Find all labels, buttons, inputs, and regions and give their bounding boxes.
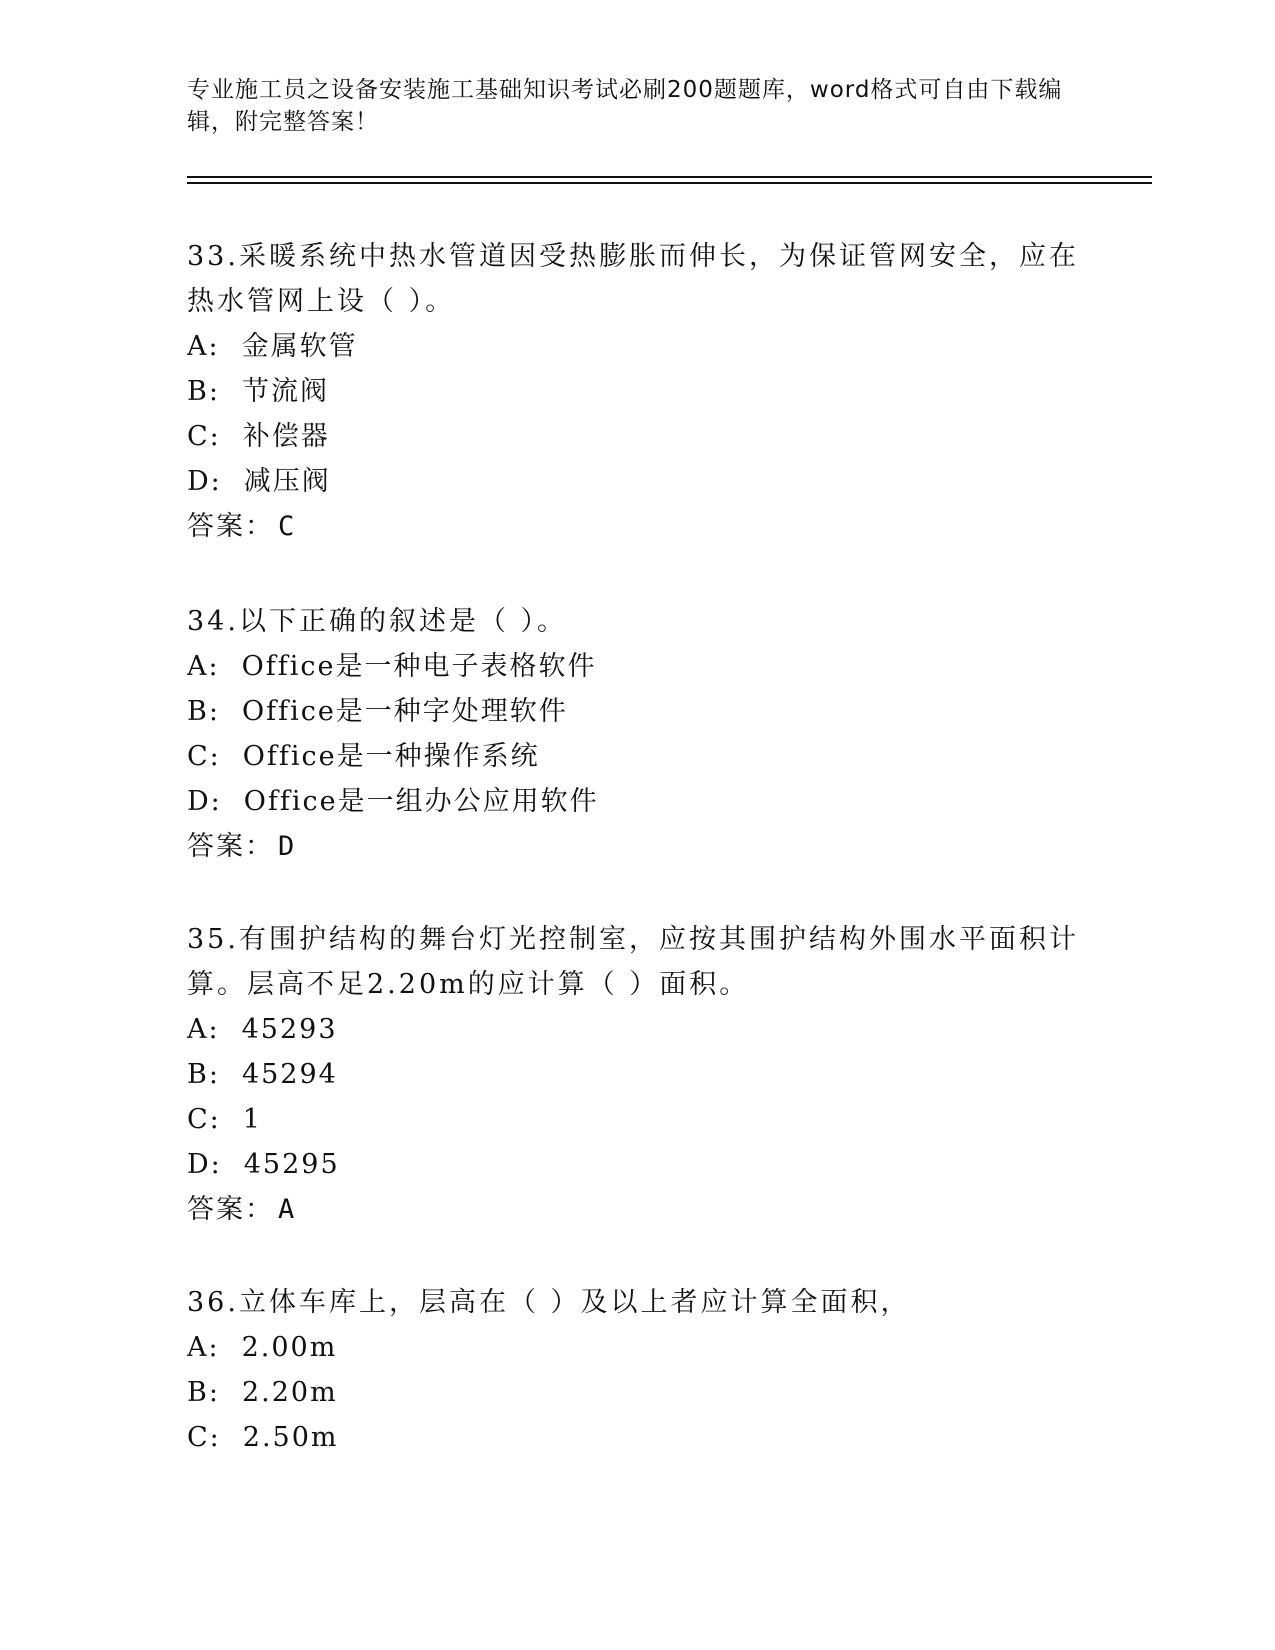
question-33 bbox=[187, 234, 1087, 549]
option-d bbox=[187, 779, 1087, 824]
option-d bbox=[187, 1142, 1087, 1187]
answer-value: A bbox=[278, 1194, 297, 1225]
option-letter: B: bbox=[187, 696, 220, 727]
option-letter: C: bbox=[187, 421, 221, 452]
option-text: 1 bbox=[242, 1104, 262, 1135]
option-c bbox=[187, 414, 1087, 459]
option-b bbox=[187, 1052, 1087, 1097]
answer-line bbox=[187, 824, 1087, 869]
option-text: 补偿器 bbox=[242, 421, 330, 452]
question-stem: 36.立体车库上，层高在（ ）及以上者应计算全面积， bbox=[187, 1287, 911, 1318]
option-letter: A: bbox=[187, 1014, 220, 1045]
option-text: 2.20m bbox=[241, 1377, 338, 1408]
option-letter: A: bbox=[187, 651, 220, 682]
option-b bbox=[187, 689, 1087, 734]
option-letter: D: bbox=[187, 1149, 222, 1180]
answer-value: D bbox=[278, 831, 297, 862]
option-letter: D: bbox=[187, 466, 222, 497]
header-divider-bottom bbox=[187, 182, 1152, 184]
option-a bbox=[187, 1325, 1087, 1370]
option-letter: B: bbox=[187, 1377, 220, 1408]
option-text: Office是一种字处理软件 bbox=[241, 696, 568, 727]
answer-line bbox=[187, 1187, 1087, 1232]
question-35 bbox=[187, 917, 1087, 1232]
option-letter: A: bbox=[187, 331, 220, 362]
option-a bbox=[187, 644, 1087, 689]
option-text: 2.00m bbox=[241, 1332, 338, 1363]
option-c bbox=[187, 1415, 1087, 1460]
question-stem: 35.有围护结构的舞台灯光控制室，应按其围护结构外围水平面积计算。层高不足2.20m的应计算（ ）面积。 bbox=[187, 924, 1079, 1000]
option-d bbox=[187, 459, 1087, 504]
option-text: Office是一种操作系统 bbox=[242, 741, 540, 772]
option-b bbox=[187, 1370, 1087, 1415]
question-stem: 34.以下正确的叙述是（ ）。 bbox=[187, 606, 568, 637]
option-text: 减压阀 bbox=[243, 466, 331, 497]
option-a bbox=[187, 324, 1087, 369]
option-text: 金属软管 bbox=[241, 331, 358, 362]
option-text: 45294 bbox=[241, 1059, 338, 1090]
answer-value: C bbox=[278, 511, 297, 542]
option-text: 2.50m bbox=[242, 1422, 339, 1453]
option-b bbox=[187, 369, 1087, 414]
option-letter: B: bbox=[187, 376, 220, 407]
answer-label: 答案： bbox=[187, 511, 274, 542]
answer-label: 答案： bbox=[187, 1194, 274, 1225]
question-34 bbox=[187, 599, 1087, 869]
option-text: 45295 bbox=[243, 1149, 340, 1180]
option-letter: C: bbox=[187, 1422, 221, 1453]
option-c bbox=[187, 1097, 1087, 1142]
option-letter: C: bbox=[187, 741, 221, 772]
option-text: Office是一种电子表格软件 bbox=[241, 651, 597, 682]
document-header-title: 专业施工员之设备安装施工基础知识考试必刷200题题库，word格式可自由下载编辑，附完整答案！ bbox=[187, 77, 1063, 135]
question-stem: 33.采暖系统中热水管道因受热膨胀而伸长，为保证管网安全，应在热水管网上设（ ）。 bbox=[187, 241, 1079, 317]
option-text: Office是一组办公应用软件 bbox=[243, 786, 599, 817]
option-text: 节流阀 bbox=[241, 376, 329, 407]
question-36 bbox=[187, 1280, 1087, 1460]
option-a bbox=[187, 1007, 1087, 1052]
option-letter: A: bbox=[187, 1332, 220, 1363]
answer-line bbox=[187, 504, 1087, 549]
header-divider-top bbox=[187, 176, 1152, 178]
option-letter: C: bbox=[187, 1104, 221, 1135]
option-c bbox=[187, 734, 1087, 779]
option-letter: D: bbox=[187, 786, 222, 817]
answer-label: 答案： bbox=[187, 831, 274, 862]
option-letter: B: bbox=[187, 1059, 220, 1090]
option-text: 45293 bbox=[241, 1014, 338, 1045]
